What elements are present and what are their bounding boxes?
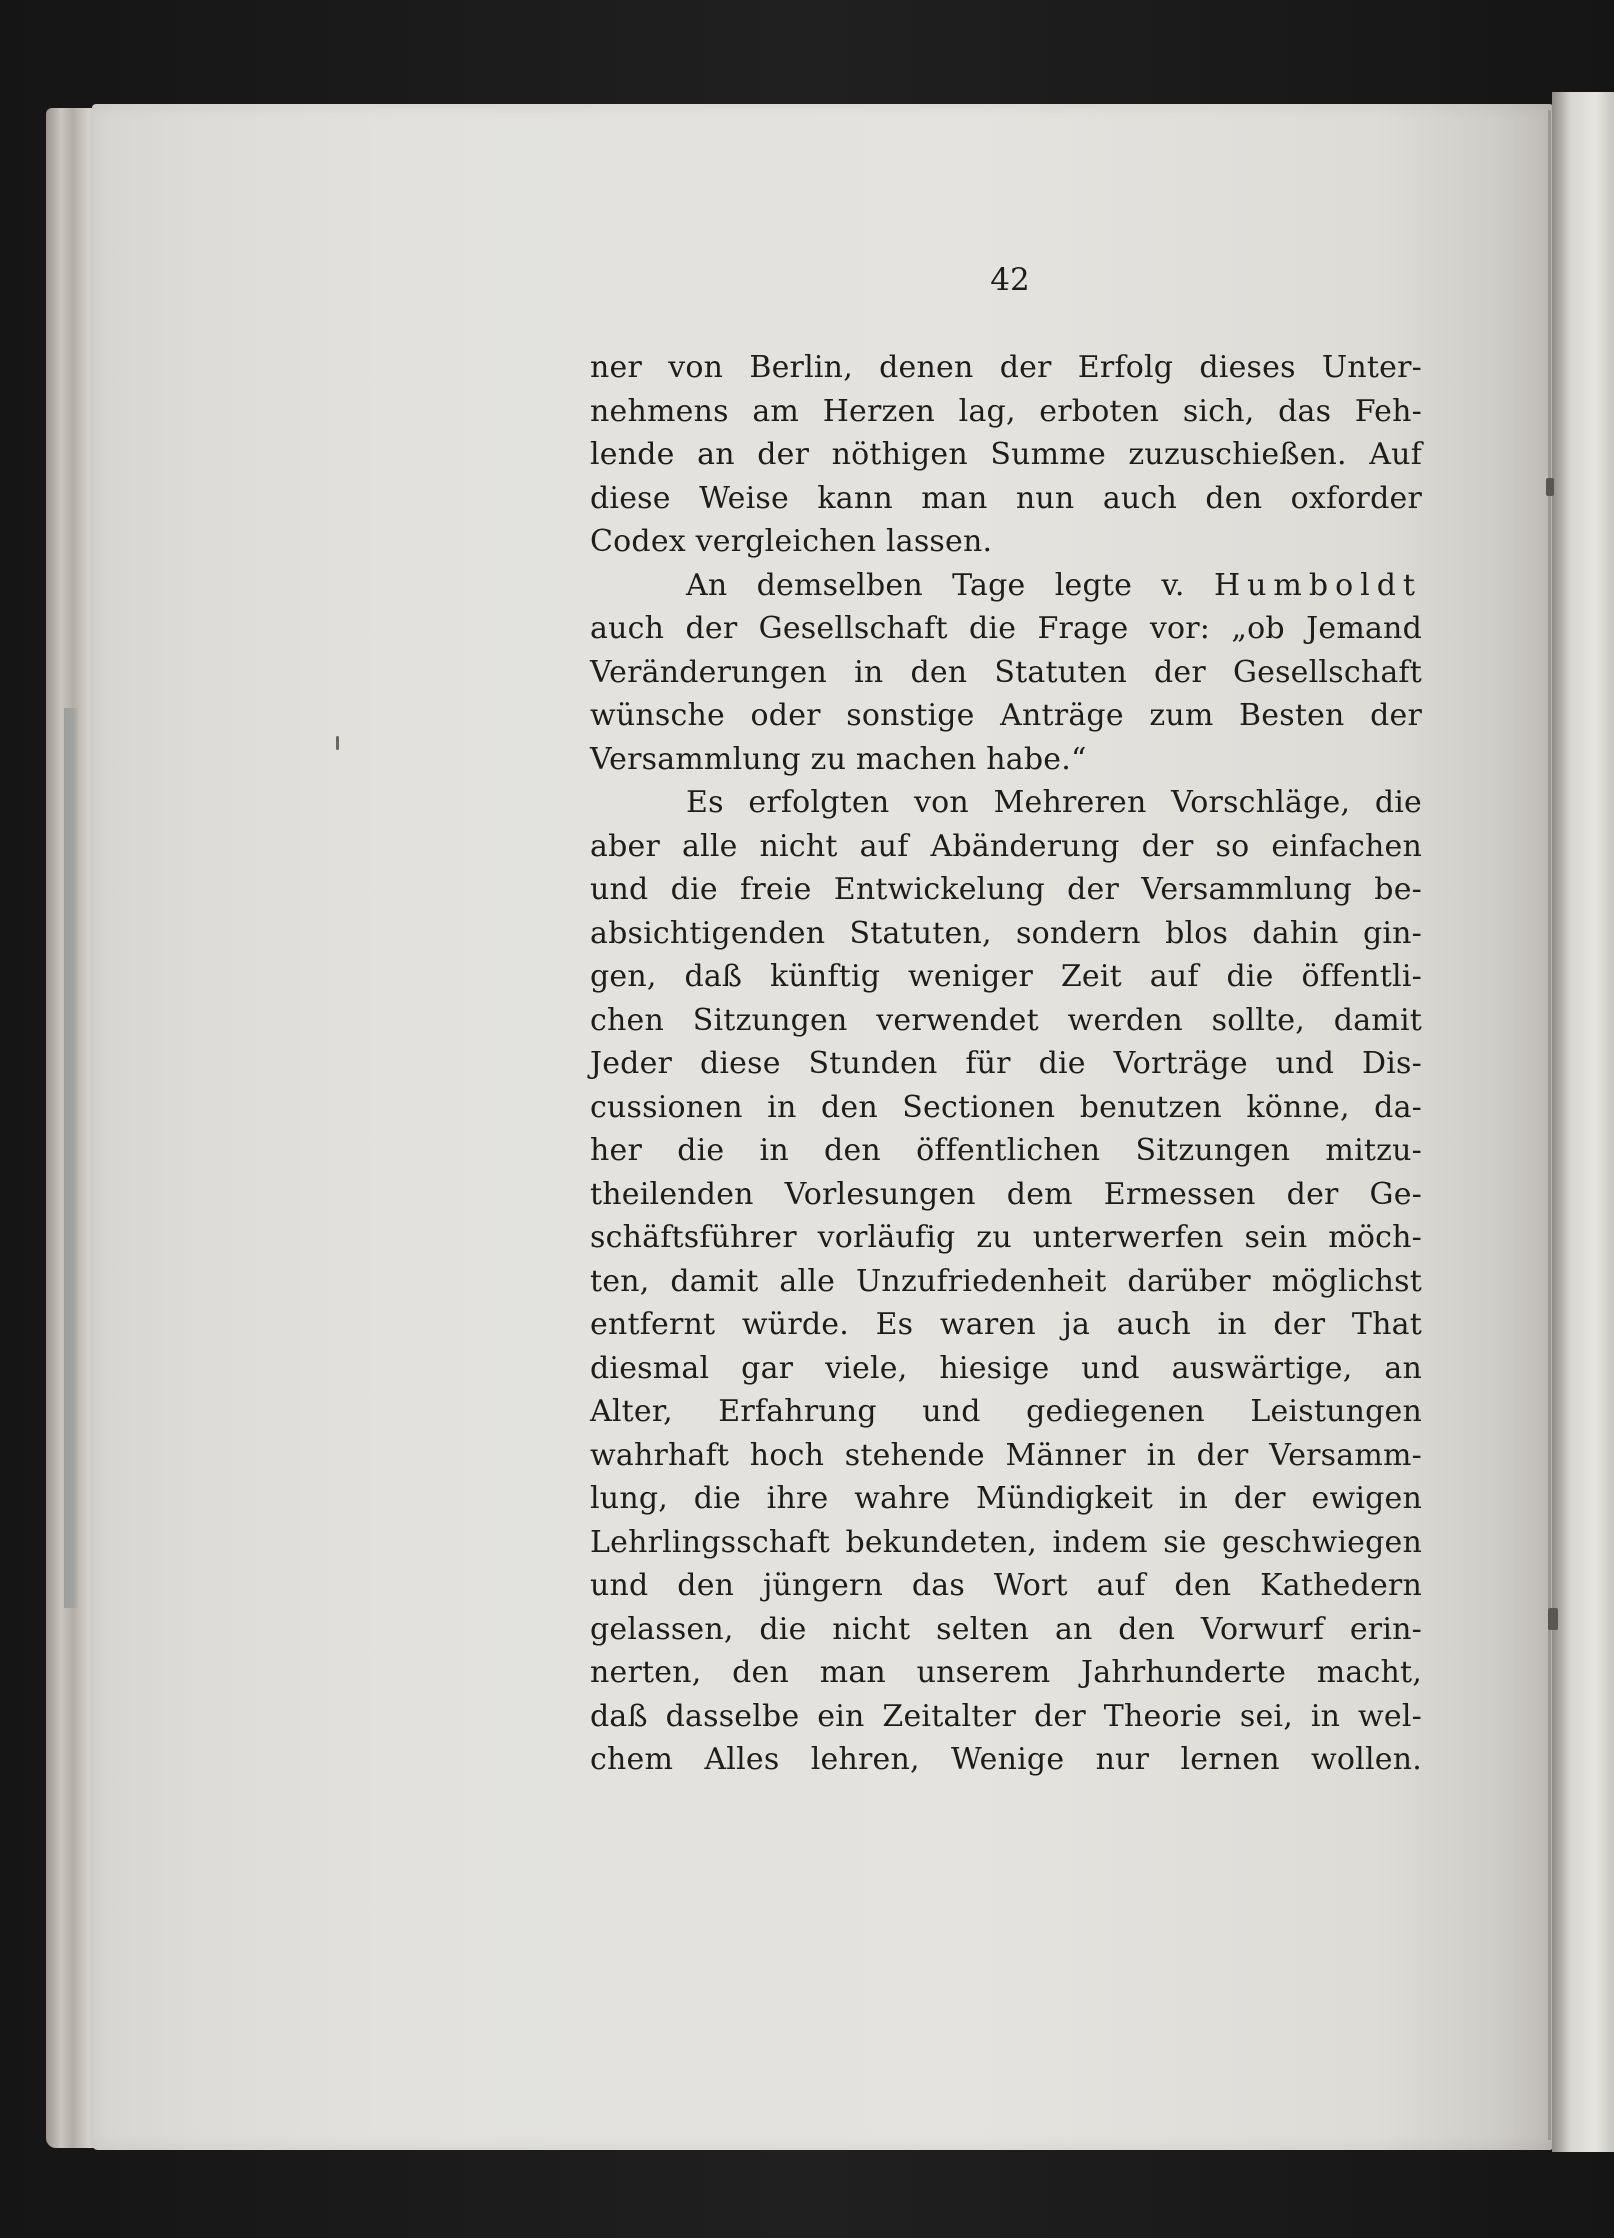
line-text: nehmens am Herzen lag, erboten sich, das Feh-: [590, 393, 1422, 429]
line-text: ner von Berlin, denen der Erfolg dieses Unter-: [590, 350, 1422, 385]
text-line: [590, 520, 1422, 564]
text-line: [590, 955, 1422, 999]
line-text: und die freie Entwickelung der Versammlung be-: [590, 872, 1422, 907]
line-text: wahrhaft hoch stehende Männer in der Versamm-: [590, 1437, 1422, 1473]
text-line: [590, 651, 1422, 695]
line-text: ten, damit alle Unzufriedenheit darüber möglichst: [590, 1263, 1422, 1299]
text-line: [590, 1651, 1422, 1695]
facing-page-edge: [1552, 92, 1614, 2152]
text-line: [590, 1086, 1422, 1130]
line-text: auch der Gesellschaft die Frage vor: „ob Jemand: [590, 611, 1422, 646]
text-line: [590, 694, 1422, 738]
text-line: [590, 1434, 1422, 1478]
text-line: [590, 825, 1422, 869]
text-line: [590, 1216, 1422, 1260]
text-lines: [590, 346, 1422, 1782]
text-line: [590, 477, 1422, 521]
line-text: Lehrlingsschaft bekundeten, indem sie geschwiegen: [590, 1524, 1422, 1560]
line-text: Codex vergleichen lassen.: [590, 524, 993, 559]
spaced-name: Humboldt: [1213, 567, 1422, 603]
text-line: [590, 1521, 1422, 1565]
text-line: [590, 1695, 1422, 1739]
text-line: [590, 1738, 1422, 1782]
text-line: [590, 390, 1422, 434]
margin-mark: [1546, 478, 1554, 496]
text-line: [590, 1477, 1422, 1521]
text-line: [590, 564, 1422, 608]
page-number: 42: [990, 262, 1030, 298]
text-line: [590, 346, 1422, 390]
line-text: daß dasselbe ein Zeitalter der Theorie sei, in wel-: [590, 1698, 1422, 1734]
line-text: gen, daß künftig weniger Zeit auf die öffentli-: [590, 959, 1422, 994]
text-line: [590, 1173, 1422, 1217]
line-text: Alter, Erfahrung und gediegenen Leistungen: [590, 1394, 1422, 1429]
text-line: [590, 433, 1422, 477]
line-text: schäftsführer vorläufig zu unterwerfen sein möch-: [590, 1220, 1422, 1255]
text-line: [590, 607, 1422, 651]
text-line: [590, 1390, 1422, 1434]
page-gutter: [1548, 110, 1551, 2140]
line-text: diesmal gar viele, hiesige und auswärtige, an: [590, 1350, 1422, 1386]
line-text: Veränderungen in den Statuten der Gesellschaft: [590, 654, 1422, 690]
line-text: aber alle nicht auf Abänderung der so einfachen: [590, 828, 1422, 864]
line-text: her die in den öffentlichen Sitzungen mitzu-: [590, 1133, 1422, 1168]
text-line: [590, 1129, 1422, 1173]
text-line: [590, 781, 1422, 825]
text-line: [590, 1347, 1422, 1391]
line-text: Es erfolgten von Mehreren Vorschläge, die: [686, 785, 1422, 820]
text-line: [590, 868, 1422, 912]
text-line: [590, 1260, 1422, 1304]
text-line: [590, 1564, 1422, 1608]
line-text: diese Weise kann man nun auch den oxforder: [590, 480, 1422, 516]
margin-mark: [1548, 1608, 1558, 1630]
line-text: und den jüngern das Wort auf den Kathedern: [590, 1568, 1422, 1603]
line-text: Versammlung zu machen habe.“: [590, 741, 1087, 777]
line-text: wünsche oder sonstige Anträge zum Besten der: [590, 698, 1422, 733]
line-text: cussionen in den Sectionen benutzen könne, da-: [590, 1089, 1422, 1125]
line-text: Jeder diese Stunden für die Vorträge und Dis-: [590, 1046, 1422, 1081]
line-text: chem Alles lehren, Wenige nur lernen wollen.: [590, 1742, 1422, 1777]
text-line: [590, 1303, 1422, 1347]
line-text: theilenden Vorlesungen dem Ermessen der Ge-: [590, 1176, 1422, 1212]
text-line: [590, 912, 1422, 956]
margin-mark: [336, 736, 339, 750]
line-text: gelassen, die nicht selten an den Vorwurf erin-: [590, 1611, 1422, 1647]
line-text: lende an der nöthigen Summe zuzuschießen. Auf: [590, 437, 1422, 472]
text-line: [590, 738, 1422, 782]
line-text: absichtigenden Statuten, sondern blos dahin gin-: [590, 915, 1422, 951]
text-line: [590, 1608, 1422, 1652]
line-text: chen Sitzungen verwendet werden sollte, damit: [590, 1002, 1422, 1038]
text-line: [590, 999, 1422, 1043]
line-text: lung, die ihre wahre Mündigkeit in der ewigen: [590, 1481, 1422, 1516]
line-text: nerten, den man unserem Jahrhunderte macht,: [590, 1655, 1422, 1690]
line-text: An demselben Tage legte v.: [686, 567, 1214, 603]
line-text: entfernt würde. Es waren ja auch in der That: [590, 1307, 1422, 1342]
text-line: [590, 1042, 1422, 1086]
